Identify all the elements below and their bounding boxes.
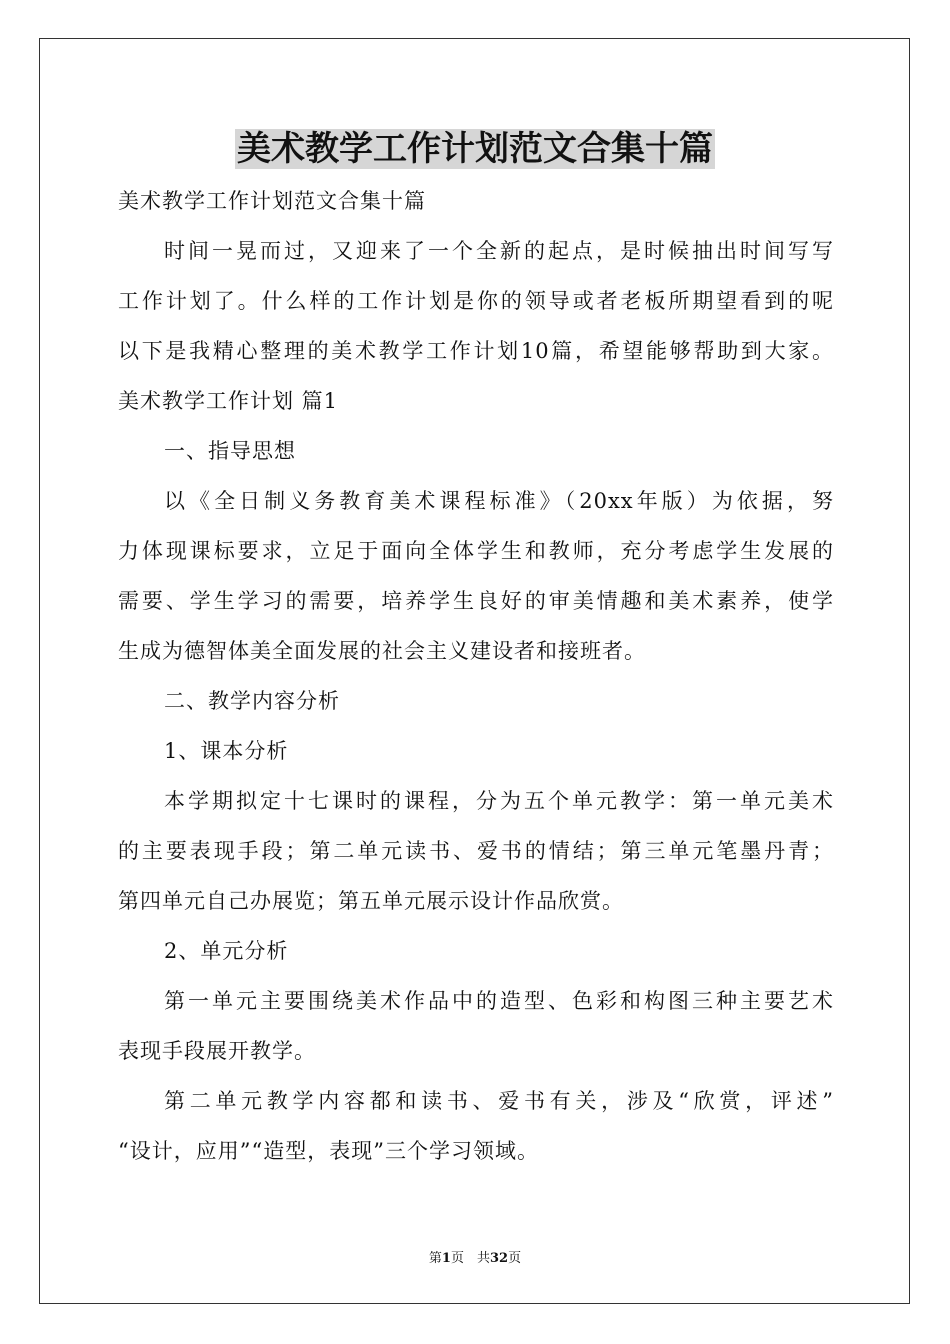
document-body [118, 176, 834, 1176]
text-line: 时间一晃而过，又迎来了一个全新的起点，是时候抽出时间写写 [164, 239, 834, 263]
document-title-text: 美术教学工作计划范文合集十篇 [237, 129, 713, 169]
text-line: 工作计划了。什么样的工作计划是你的领导或者老板所期望看到的呢 [118, 289, 834, 313]
text-line: 表现手段展开教学。 [118, 1039, 316, 1063]
page-footer [0, 1250, 950, 1268]
text-line: 第四单元自己办展览；第五单元展示设计作品欣赏。 [118, 889, 624, 913]
text-line: 需要、学生学习的需要，培养学生良好的审美情趣和美术素养，使学 [118, 589, 834, 613]
text-line: 本学期拟定十七课时的课程，分为五个单元教学：第一单元美术 [164, 789, 834, 813]
footer-page-number: 1 [441, 1251, 451, 1266]
text-line: 美术教学工作计划 篇1 [118, 389, 339, 413]
text-line: 一、指导思想 [164, 439, 296, 463]
document-title [0, 126, 950, 172]
footer-mid: 页 共 [450, 1251, 490, 1266]
footer-suffix: 页 [508, 1251, 522, 1266]
text-line: 第二单元教学内容都和读书、爱书有关，涉及“欣赏，评述” [164, 1089, 834, 1113]
footer-prefix: 第 [428, 1251, 442, 1266]
text-line: 以下是我精心整理的美术教学工作计划10篇，希望能够帮助到大家。 [118, 339, 834, 363]
text-line: 二、教学内容分析 [164, 689, 340, 713]
text-line: 的主要表现手段；第二单元读书、爱书的情结；第三单元笔墨丹青； [118, 839, 834, 863]
text-line: 1、课本分析 [164, 739, 289, 763]
text-line: 2、单元分析 [164, 939, 289, 963]
text-line: 美术教学工作计划范文合集十篇 [118, 189, 426, 213]
footer-total-pages: 32 [489, 1251, 509, 1266]
text-line: 以《全日制义务教育美术课程标准》（20xx年版）为依据，努 [164, 489, 834, 513]
text-line: 生成为德智体美全面发展的社会主义建设者和接班者。 [118, 639, 646, 663]
text-line: “设计，应用”“造型，表现”三个学习领域。 [118, 1139, 539, 1163]
text-line: 第一单元主要围绕美术作品中的造型、色彩和构图三种主要艺术 [164, 989, 834, 1013]
text-line: 力体现课标要求，立足于面向全体学生和教师，充分考虑学生发展的 [118, 539, 834, 563]
